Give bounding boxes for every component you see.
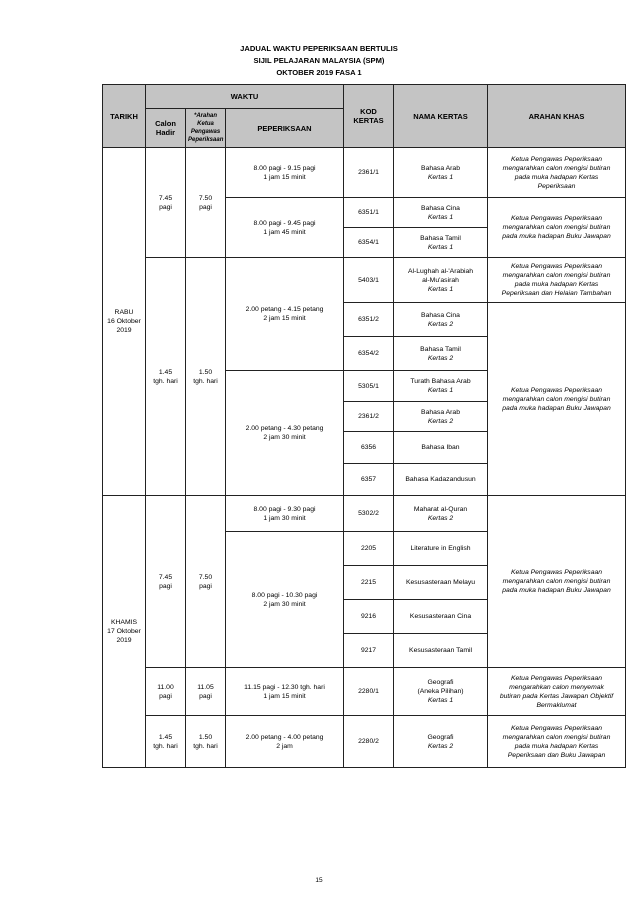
header-tarikh: TARIKH: [103, 85, 146, 148]
paper-name: Bahasa Arab: [421, 408, 460, 416]
paper-name-cell: [394, 258, 488, 303]
paper-code: 6351/2: [344, 303, 394, 337]
session-cell: [226, 496, 344, 532]
paper-name: Geografi: [427, 679, 454, 686]
session-time: 2.00 petang - 4.00 petang: [245, 733, 324, 741]
instruction-line: pada muka hadapan Kertas: [514, 281, 599, 288]
paper-kertas: Kertas 1: [427, 243, 454, 251]
instruction-line: Ketua Pengawas Peperiksaan: [510, 386, 603, 394]
paper-name: Geografi: [427, 733, 454, 741]
time-period: pagi: [159, 582, 172, 590]
arahan-time-cell: [186, 148, 226, 258]
paper-name: Kesusasteraan Cina: [409, 613, 472, 620]
instruction-line: Ketua Pengawas Peperiksaan: [510, 215, 603, 222]
paper-name: Al-Lughah al-'Arabiah: [407, 267, 474, 275]
exam-schedule-table: [102, 84, 626, 768]
session-cell: [226, 148, 344, 198]
time-period: tgh. hari: [193, 377, 218, 385]
paper-name-cell: [394, 432, 488, 464]
header-nama-kertas: NAMA KERTAS: [394, 85, 488, 148]
session-cell: [226, 668, 344, 716]
paper-name: Bahasa Arab: [421, 164, 460, 172]
paper-code: 6356: [344, 432, 394, 464]
day-name: RABU: [114, 309, 134, 316]
time-period: tgh. hari: [153, 377, 178, 385]
time-value: 1.45: [158, 368, 173, 376]
instruction-line: Ketua Pengawas Peperiksaan: [510, 263, 603, 270]
session-time: 8.00 pagi - 9.45 pagi: [253, 219, 316, 227]
day-name: KHAMIS: [110, 619, 138, 626]
session-time: 2.00 petang - 4.15 petang: [245, 306, 324, 313]
time-value: 7.45: [158, 194, 173, 202]
day-cell: [103, 148, 146, 496]
document-subtitle: SIJIL PELAJARAN MALAYSIA (SPM): [253, 56, 385, 65]
paper-kertas: Kertas 2: [427, 742, 454, 750]
instruction-cell: [488, 496, 626, 668]
instruction-line: pada muka hadapan Kertas: [514, 742, 599, 750]
paper-kertas: Kertas 2: [427, 514, 454, 522]
paper-name-cell: [394, 464, 488, 496]
instruction-line: pada muka hadapan Buku Jawapan: [502, 233, 611, 240]
paper-name-cell: [394, 371, 488, 402]
paper-code: 2215: [344, 566, 394, 600]
session-time: 2.00 petang - 4.30 petang: [245, 425, 324, 432]
paper-code: 9216: [344, 600, 394, 634]
paper-name: Bahasa Kadazandusun: [405, 476, 476, 483]
session-time: 8.00 pagi - 10.30 pagi: [251, 591, 318, 599]
header-arahan-line-1: *Arahan Ketua: [193, 113, 217, 127]
paper-code: 6354/2: [344, 337, 394, 371]
session-cell: [226, 716, 344, 768]
instruction-line: mengarahkan calon mengisi butiran: [502, 733, 611, 741]
time-value: 7.50: [198, 573, 213, 581]
instruction-line: pada muka hadapan Kertas: [514, 173, 599, 181]
paper-name-cell: [394, 198, 488, 228]
header-arahan-ketua: [186, 109, 226, 148]
instruction-cell: [488, 258, 626, 303]
instruction-line: Ketua Pengawas Peperiksaan: [510, 674, 603, 682]
session-duration: 2 jam 15 minit: [263, 315, 306, 322]
time-period: tgh. hari: [193, 742, 218, 750]
paper-name-cell: [394, 566, 488, 600]
paper-code: 2361/2: [344, 402, 394, 432]
calon-time-cell: [146, 716, 186, 768]
paper-kertas: Kertas 2: [427, 417, 454, 425]
time-period: pagi: [199, 582, 212, 590]
paper-name: Bahasa Iban: [421, 444, 460, 451]
instruction-line: mengarahkan calon mengisi butiran: [502, 272, 611, 279]
header-arahan-line-2: Pengawas: [190, 129, 221, 135]
paper-name: Bahasa Cina: [421, 311, 460, 319]
time-value: 1.50: [198, 733, 213, 741]
time-period: tgh. hari: [153, 742, 178, 750]
paper-name-cell: [394, 496, 488, 532]
instruction-line: Peperiksaan dan Buku Jawapan: [507, 751, 606, 759]
day-year: 2019: [116, 327, 132, 334]
calon-time-cell: [146, 148, 186, 258]
instruction-line: Ketua Pengawas Peperiksaan: [510, 724, 603, 732]
paper-name: Literature in English: [410, 545, 471, 552]
paper-code: 6351/1: [344, 198, 394, 228]
session-duration: 1 jam 15 minit: [263, 173, 306, 181]
paper-kertas: Kertas 1: [427, 387, 454, 394]
paper-code: 9217: [344, 634, 394, 668]
day-year: 2019: [116, 637, 132, 644]
document-title: JADUAL WAKTU PEPERIKSAAN BERTULIS: [240, 44, 398, 53]
document-session: OKTOBER 2019 FASA 1: [276, 68, 362, 77]
paper-name: Turath Bahasa Arab: [410, 378, 471, 385]
time-period: pagi: [159, 692, 172, 700]
session-duration: 2 jam 30 minit: [263, 434, 306, 441]
session-duration: 2 jam: [276, 742, 293, 750]
session-cell: [226, 198, 344, 258]
paper-name: Kesusasteraan Melayu: [405, 579, 476, 586]
time-value: 1.50: [198, 368, 213, 376]
session-duration: 2 jam 30 minit: [263, 600, 306, 608]
paper-kertas: Kertas 1: [427, 173, 454, 181]
day-date: 16 Oktober: [107, 318, 141, 325]
day-cell: [103, 496, 146, 768]
paper-name: Bahasa Tamil: [420, 234, 461, 242]
instruction-line: mengarahkan calon mengisi butiran: [502, 224, 611, 231]
time-period: pagi: [199, 203, 212, 211]
session-cell: [226, 258, 344, 371]
instruction-line: mengarahkan calon menyemak: [509, 683, 604, 691]
calon-time-cell: [146, 668, 186, 716]
session-cell: [226, 532, 344, 668]
instruction-line: Ketua Pengawas Peperiksaan: [510, 569, 603, 576]
session-duration: 1 jam 30 minit: [263, 514, 306, 522]
calon-time-cell: [146, 258, 186, 496]
header-kertas-line: KERTAS: [353, 116, 384, 125]
paper-name: Bahasa Cina: [421, 204, 460, 212]
day-date: 17 Oktober: [107, 628, 141, 635]
paper-kertas: Kertas 2: [427, 320, 454, 328]
time-value: 11.05: [197, 683, 214, 691]
paper-name: Bahasa Tamil: [420, 345, 461, 353]
paper-code: 5305/1: [344, 371, 394, 402]
paper-name-cell: [394, 337, 488, 371]
paper-code: 5403/1: [344, 258, 394, 303]
header-arahan-line-3: Peperiksaan: [188, 137, 224, 143]
time-value: 1.45: [158, 733, 173, 741]
time-value: 11.00: [157, 683, 174, 691]
paper-name-line-2: al-Mu'asirah: [422, 276, 459, 284]
paper-code: 2280/1: [344, 668, 394, 716]
header-kod-kertas: [344, 85, 394, 148]
paper-code: 2361/1: [344, 148, 394, 198]
session-duration: 1 jam 45 minit: [263, 228, 306, 236]
instruction-line: Peperiksaan: [537, 182, 576, 190]
paper-kertas: Kertas 1: [427, 285, 454, 293]
header-calon-hadir: [146, 109, 186, 148]
paper-name-cell: [394, 600, 488, 634]
time-value: 7.45: [158, 573, 173, 581]
paper-kertas: Kertas 2: [427, 354, 454, 362]
time-period: pagi: [199, 692, 212, 700]
header-peperiksaan: PEPERIKSAAN: [226, 109, 344, 148]
session-time: 8.00 pagi - 9.30 pagi: [253, 505, 316, 513]
arahan-time-cell: [186, 668, 226, 716]
paper-name-cell: [394, 402, 488, 432]
paper-name-cell: [394, 532, 488, 566]
instruction-cell: [488, 198, 626, 258]
instruction-line: butiran pada Kertas Jawapan Objektif: [499, 692, 614, 700]
instruction-cell: [488, 668, 626, 716]
paper-code: 2205: [344, 532, 394, 566]
header-arahan-khas: ARAHAN KHAS: [488, 85, 626, 148]
paper-name: Maharat al-Quran: [413, 505, 468, 513]
paper-code: 6354/1: [344, 228, 394, 258]
instruction-cell: [488, 303, 626, 496]
paper-code: 6357: [344, 464, 394, 496]
instruction-line: mengarahkan calon mengisi butiran: [502, 578, 611, 585]
paper-name-cell: [394, 148, 488, 198]
instruction-line: mengarahkan calon mengisi butiran: [502, 395, 611, 403]
paper-name-cell: [394, 303, 488, 337]
calon-time-cell: [146, 496, 186, 668]
instruction-line: pada muka hadapan Buku Jawapan: [502, 587, 611, 594]
session-cell: [226, 371, 344, 496]
paper-name-line-2: (Aneka Pilihan): [417, 688, 464, 695]
paper-name-cell: [394, 668, 488, 716]
paper-code: 5302/2: [344, 496, 394, 532]
header-calon-line: Calon: [155, 119, 176, 128]
paper-kertas: Kertas 1: [427, 213, 454, 221]
paper-code: 2280/2: [344, 716, 394, 768]
instruction-cell: [488, 148, 626, 198]
instruction-line: Peperiksaan dan Helaian Tambahan: [501, 290, 612, 297]
instruction-line: Bermaklumat: [536, 701, 577, 709]
header-kod-line: KOD: [360, 107, 377, 116]
paper-name-cell: [394, 716, 488, 768]
session-time: 8.00 pagi - 9.15 pagi: [253, 164, 316, 172]
paper-name-cell: [394, 228, 488, 258]
page-number: 15: [315, 877, 323, 884]
session-time: 11.15 pagi - 12.30 tgh. hari: [244, 683, 325, 691]
header-hadir-line: Hadir: [155, 128, 176, 137]
instruction-line: mengarahkan calon mengisi butiran: [502, 164, 611, 172]
arahan-time-cell: [186, 496, 226, 668]
arahan-time-cell: [186, 716, 226, 768]
paper-kertas: Kertas 1: [427, 697, 454, 704]
instruction-cell: [488, 716, 626, 768]
paper-name-cell: [394, 634, 488, 668]
arahan-time-cell: [186, 258, 226, 496]
instruction-line: Ketua Pengawas Peperiksaan: [510, 155, 603, 163]
paper-name: Kesusasteraan Tamil: [409, 647, 472, 654]
session-duration: 1 jam 15 minit: [263, 692, 306, 700]
instruction-line: pada muka hadapan Buku Jawapan: [502, 404, 611, 412]
time-value: 7.50: [198, 194, 213, 202]
header-waktu: WAKTU: [146, 85, 344, 109]
time-period: pagi: [159, 203, 172, 211]
